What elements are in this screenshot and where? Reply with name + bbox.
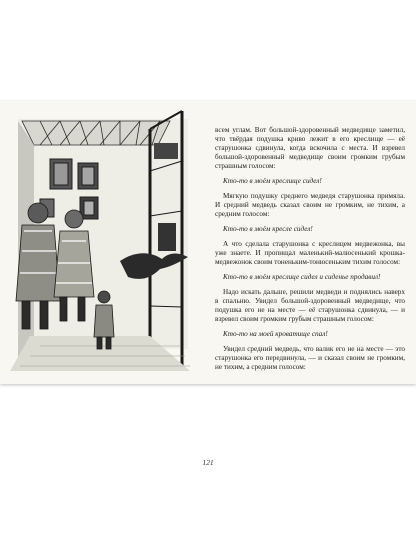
speech-line: Кто-то в моём креслище сидел! [223, 177, 322, 185]
speech-line: Кто-то в моём креслице сидел и сиденье продавил! [223, 273, 381, 281]
speech-line: Кто-то в моём кресле сидел! [223, 225, 313, 233]
ceiling-lattice [22, 121, 170, 145]
illustration-three-bears-in-room [0, 101, 206, 384]
story-text-column [215, 126, 405, 375]
book-spread [0, 101, 416, 467]
page-number: 121 [202, 458, 214, 467]
paragraph: А что сделала старушонка с креслицем медвежонка, вы уже знаете. И пропищал маленький-малюсенький крошка-медвежонок своим тоненьким-тонюсеньким тихим голосом: [215, 240, 405, 266]
speech-line: Кто-то на моей кроватище спал! [223, 330, 328, 338]
paragraph: Мягкую подушку среднего медведя старушонка примяла. И средний медведь сказал своим не громким, не тихим, а средним голосом: [215, 192, 405, 218]
paragraph: Надо искать дальше, решили медведи и поднялись наверх в спальню. Увидел большой-здоровенный медведище, что подушка его не на месте — её старушонка сдвинула, — и взревел своим громким грубым страшным голосом: [215, 288, 405, 323]
paragraph: Увидел средний медведь, что валик его не на месте — это старушонка его передвинула, — и сказал своим не громким, не тихим, а средним голосом: [215, 345, 405, 371]
paragraph: всем углам. Вот большой-здоровенный медведище заметил, что твёрдая подушка криво лежит в его креслище — её старушонка сдвинула, когда вскочила с места. И взревел большой-здоровенный медведище своим громким грубым страшным голосом: [215, 126, 405, 170]
